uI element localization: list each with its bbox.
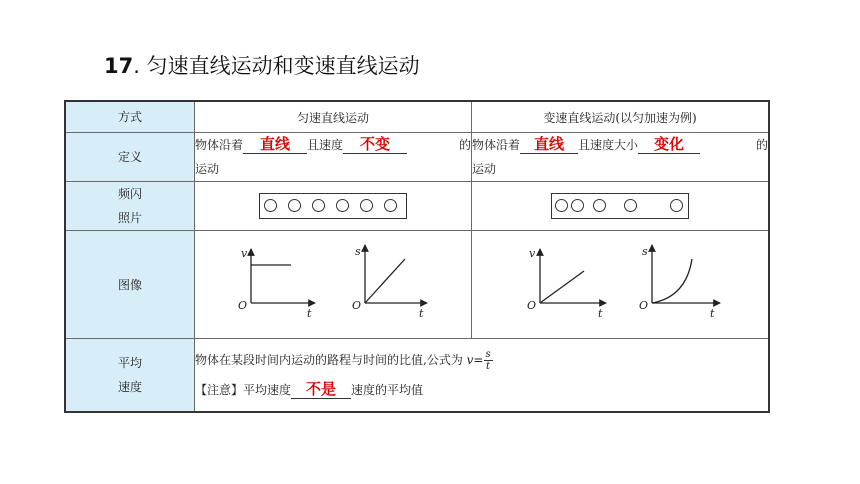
variable-graph-cell [472, 231, 770, 339]
average-note-pre: 平均速度 [243, 383, 292, 397]
graph-row [65, 231, 769, 339]
uniform-def-blank-2: 不变 [343, 135, 407, 154]
photo-label-cell [65, 182, 195, 231]
uniform-graphs-svg [195, 231, 471, 335]
average-content-cell [195, 339, 770, 413]
variable-strobe-dot [624, 199, 637, 212]
average-speed-row [65, 339, 769, 413]
variable-def-mid: 且速度大小 [578, 138, 639, 152]
header-label: 方式 [117, 110, 142, 124]
uniform-vt-origin: O [238, 299, 248, 312]
variable-st-ylabel: s [642, 245, 648, 258]
variable-strobe-strip [551, 193, 689, 219]
uniform-def-line2: 运动 [195, 162, 220, 176]
average-label-cell [65, 339, 195, 413]
definition-row [65, 133, 769, 182]
uniform-photo-cell [195, 182, 472, 231]
uniform-strobe-dot [264, 199, 277, 212]
uniform-def-blank-1: 直线 [243, 135, 307, 154]
variable-strobe-dot [571, 199, 584, 212]
uniform-header-cell [195, 101, 472, 133]
uniform-vt-ylabel: v [241, 247, 248, 260]
uniform-st-ylabel: s [355, 245, 361, 258]
variable-def-line2: 运动 [472, 162, 497, 176]
variable-vt-xlabel: t [598, 307, 603, 320]
graph-label-cell [65, 231, 195, 339]
variable-def-pre: 物体沿着 [472, 138, 521, 152]
uniform-graph-cell [195, 231, 472, 339]
uniform-st-xlabel: t [419, 307, 424, 320]
uniform-st-origin: O [352, 299, 362, 312]
average-note-blank: 不是 [291, 380, 351, 399]
section-title [104, 50, 420, 80]
uniform-strobe-dot [360, 199, 373, 212]
variable-def-post: 的 [755, 138, 768, 152]
uniform-strobe-strip [259, 193, 407, 219]
variable-st-xlabel: t [710, 307, 715, 320]
variable-def-blank-1: 直线 [520, 135, 578, 154]
definition-label: 定义 [117, 150, 142, 164]
uniform-header: 匀速直线运动 [296, 110, 369, 125]
variable-header: 变速直线运动(以匀加速为例) [543, 110, 697, 125]
comparison-table [64, 100, 770, 413]
variable-strobe-dot [670, 199, 683, 212]
average-label-line1: 平均 [117, 356, 142, 370]
variable-vt-origin: O [527, 299, 537, 312]
uniform-def-mid: 且速度 [307, 138, 344, 152]
graph-label: 图像 [117, 277, 142, 292]
variable-graphs-svg [472, 231, 768, 335]
average-note-label: 【注意】 [195, 383, 244, 397]
definition-label-cell [65, 133, 195, 182]
variable-vt-line [540, 271, 584, 303]
photo-label-line2: 照片 [117, 211, 142, 225]
variable-def-blank-2: 变化 [638, 135, 700, 154]
average-formula-denominator: t [486, 361, 491, 372]
average-formula-numerator: s [485, 349, 491, 360]
variable-definition-cell [472, 133, 770, 182]
uniform-def-pre: 物体沿着 [195, 138, 244, 152]
uniform-strobe-dot [384, 199, 397, 212]
uniform-definition-cell [195, 133, 472, 182]
uniform-strobe-dot [336, 199, 349, 212]
average-formula-fraction [484, 349, 493, 372]
average-definition-text: 物体在某段时间内运动的路程与时间的比值,公式为 [195, 353, 463, 367]
variable-header-cell [472, 101, 770, 133]
section-title-text: 匀速直线运动和变速直线运动 [146, 54, 420, 78]
variable-photo-cell [472, 182, 770, 231]
header-row [65, 101, 769, 133]
variable-st-origin: O [639, 299, 649, 312]
average-label-line2: 速度 [117, 380, 142, 394]
average-formula-lhs: v= [466, 353, 484, 367]
uniform-strobe-dot [288, 199, 301, 212]
variable-strobe-dot [555, 199, 568, 212]
variable-vt-ylabel: v [529, 247, 536, 260]
variable-strobe-dot [593, 199, 606, 212]
uniform-def-post: 的 [458, 138, 471, 152]
uniform-strobe-dot [312, 199, 325, 212]
average-note-post: 速度的平均值 [351, 383, 424, 397]
header-label-cell [65, 101, 195, 133]
photo-row [65, 182, 769, 231]
uniform-st-line [365, 259, 405, 303]
section-separator: . [133, 54, 140, 78]
photo-label-line1: 频闪 [117, 187, 142, 201]
section-number: 17 [104, 54, 134, 78]
variable-st-curve [652, 259, 692, 303]
uniform-vt-xlabel: t [307, 307, 312, 320]
